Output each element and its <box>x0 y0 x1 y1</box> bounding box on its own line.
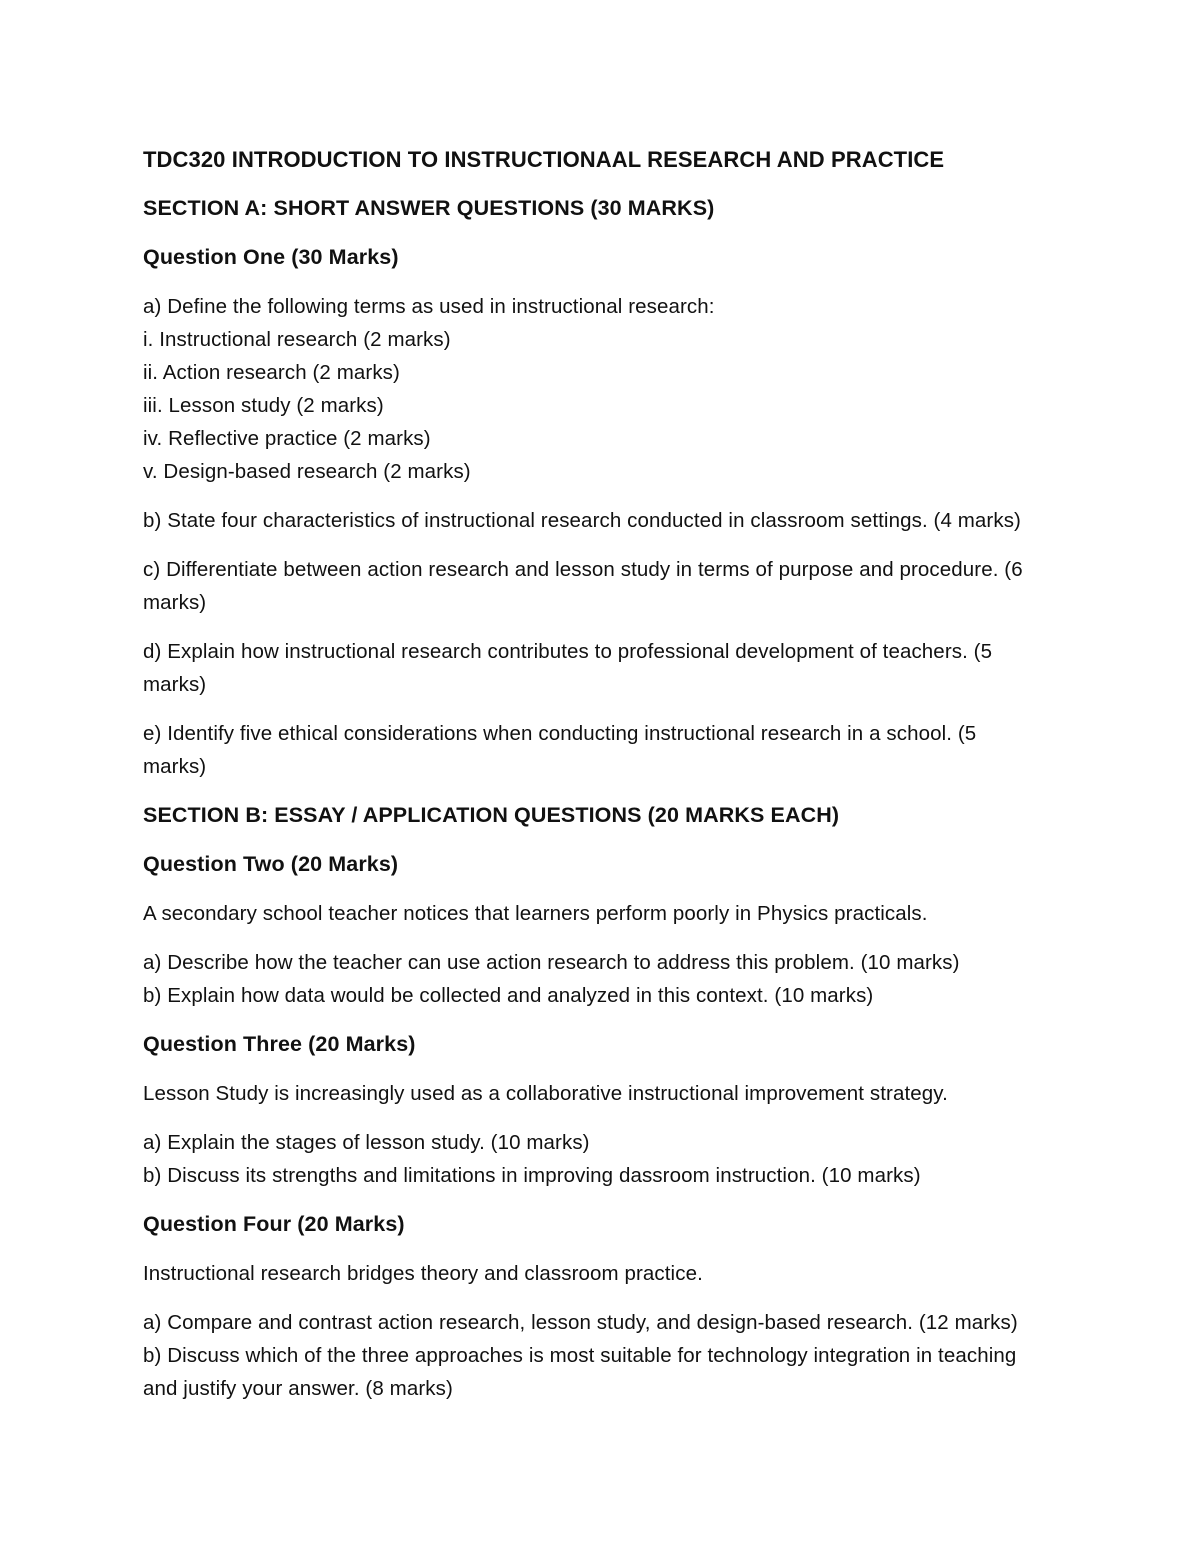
question-one-part-a <box>143 290 1060 488</box>
part-a-item-v: v. Design-based research (2 marks) <box>143 460 471 483</box>
part-a-item-ii: ii. Action research (2 marks) <box>143 361 400 384</box>
question-three-heading-text: Question Three (20 Marks) <box>143 1032 416 1056</box>
question-four-intro-text: Instructional research bridges theory and classroom practice. <box>143 1262 703 1285</box>
part-b-line-1: b) State four characteristics of instructional research conducted in classroom settings. (4 marks) <box>143 509 1021 532</box>
question-two-parts <box>143 946 1060 1012</box>
part-a-item-iii: iii. Lesson study (2 marks) <box>143 394 384 417</box>
part-e-line-1: e) Identify five ethical considerations when conducting instructional research in a school. (5 <box>143 722 977 745</box>
question-three-part-b: b) Discuss its strengths and limitations in improving dassroom instruction. (10 marks) <box>143 1164 921 1187</box>
part-d-line-1: d) Explain how instructional research contributes to professional development of teachers. (5 <box>143 640 993 663</box>
question-one-part-e <box>143 717 1060 783</box>
question-two-heading-text: Question Two (20 Marks) <box>143 852 399 876</box>
question-two-part-a: a) Describe how the teacher can use action research to address this problem. (10 marks) <box>143 951 960 974</box>
question-three-part-a: a) Explain the stages of lesson study. (10 marks) <box>143 1131 590 1154</box>
question-one-heading-text: Question One (30 Marks) <box>143 245 399 269</box>
question-four-part-b-line-1: b) Discuss which of the three approaches is most suitable for technology integration in teaching <box>143 1344 1017 1367</box>
question-three-heading <box>143 1028 1060 1061</box>
question-two-intro <box>143 897 1060 930</box>
question-four-heading-text: Question Four (20 Marks) <box>143 1212 405 1236</box>
part-e-line-2: marks) <box>143 755 207 778</box>
question-four-parts <box>143 1306 1060 1405</box>
question-three-intro-text: Lesson Study is increasingly used as a collaborative instructional improvement strategy. <box>143 1082 948 1105</box>
part-c-line-1: c) Differentiate between action research and lesson study in terms of purpose and procedure. (6 <box>143 558 1023 581</box>
document-title-text: TDC320 INTRODUCTION TO INSTRUCTIONAAL RESEARCH AND PRACTICE <box>143 147 945 172</box>
part-a-item-iv: iv. Reflective practice (2 marks) <box>143 427 431 450</box>
part-a-item-i: i. Instructional research (2 marks) <box>143 328 451 351</box>
question-four-intro <box>143 1257 1060 1290</box>
section-b-heading-text: SECTION B: ESSAY / APPLICATION QUESTIONS (20 MARKS EACH) <box>143 803 840 827</box>
question-two-intro-text: A secondary school teacher notices that learners perform poorly in Physics practicals. <box>143 902 928 925</box>
section-b-heading <box>143 799 1060 832</box>
question-four-part-b-line-2: and justify your answer. (8 marks) <box>143 1377 453 1400</box>
question-three-intro <box>143 1077 1060 1110</box>
question-four-heading <box>143 1208 1060 1241</box>
question-two-heading <box>143 848 1060 881</box>
question-one-heading <box>143 241 1060 274</box>
section-a-heading <box>143 192 1060 225</box>
question-four-part-a: a) Compare and contrast action research, lesson study, and design-based research. (12 marks) <box>143 1311 1018 1334</box>
question-one-part-d <box>143 635 1060 701</box>
part-a-stem: a) Define the following terms as used in instructional research: <box>143 295 715 318</box>
document-title <box>143 143 1060 176</box>
question-two-part-b: b) Explain how data would be collected and analyzed in this context. (10 marks) <box>143 984 874 1007</box>
question-one-part-c <box>143 553 1060 619</box>
part-d-line-2: marks) <box>143 673 207 696</box>
part-c-line-2: marks) <box>143 591 207 614</box>
question-three-parts <box>143 1126 1060 1192</box>
section-a-heading-text: SECTION A: SHORT ANSWER QUESTIONS (30 MARKS) <box>143 196 715 220</box>
question-one-part-b <box>143 504 1060 537</box>
